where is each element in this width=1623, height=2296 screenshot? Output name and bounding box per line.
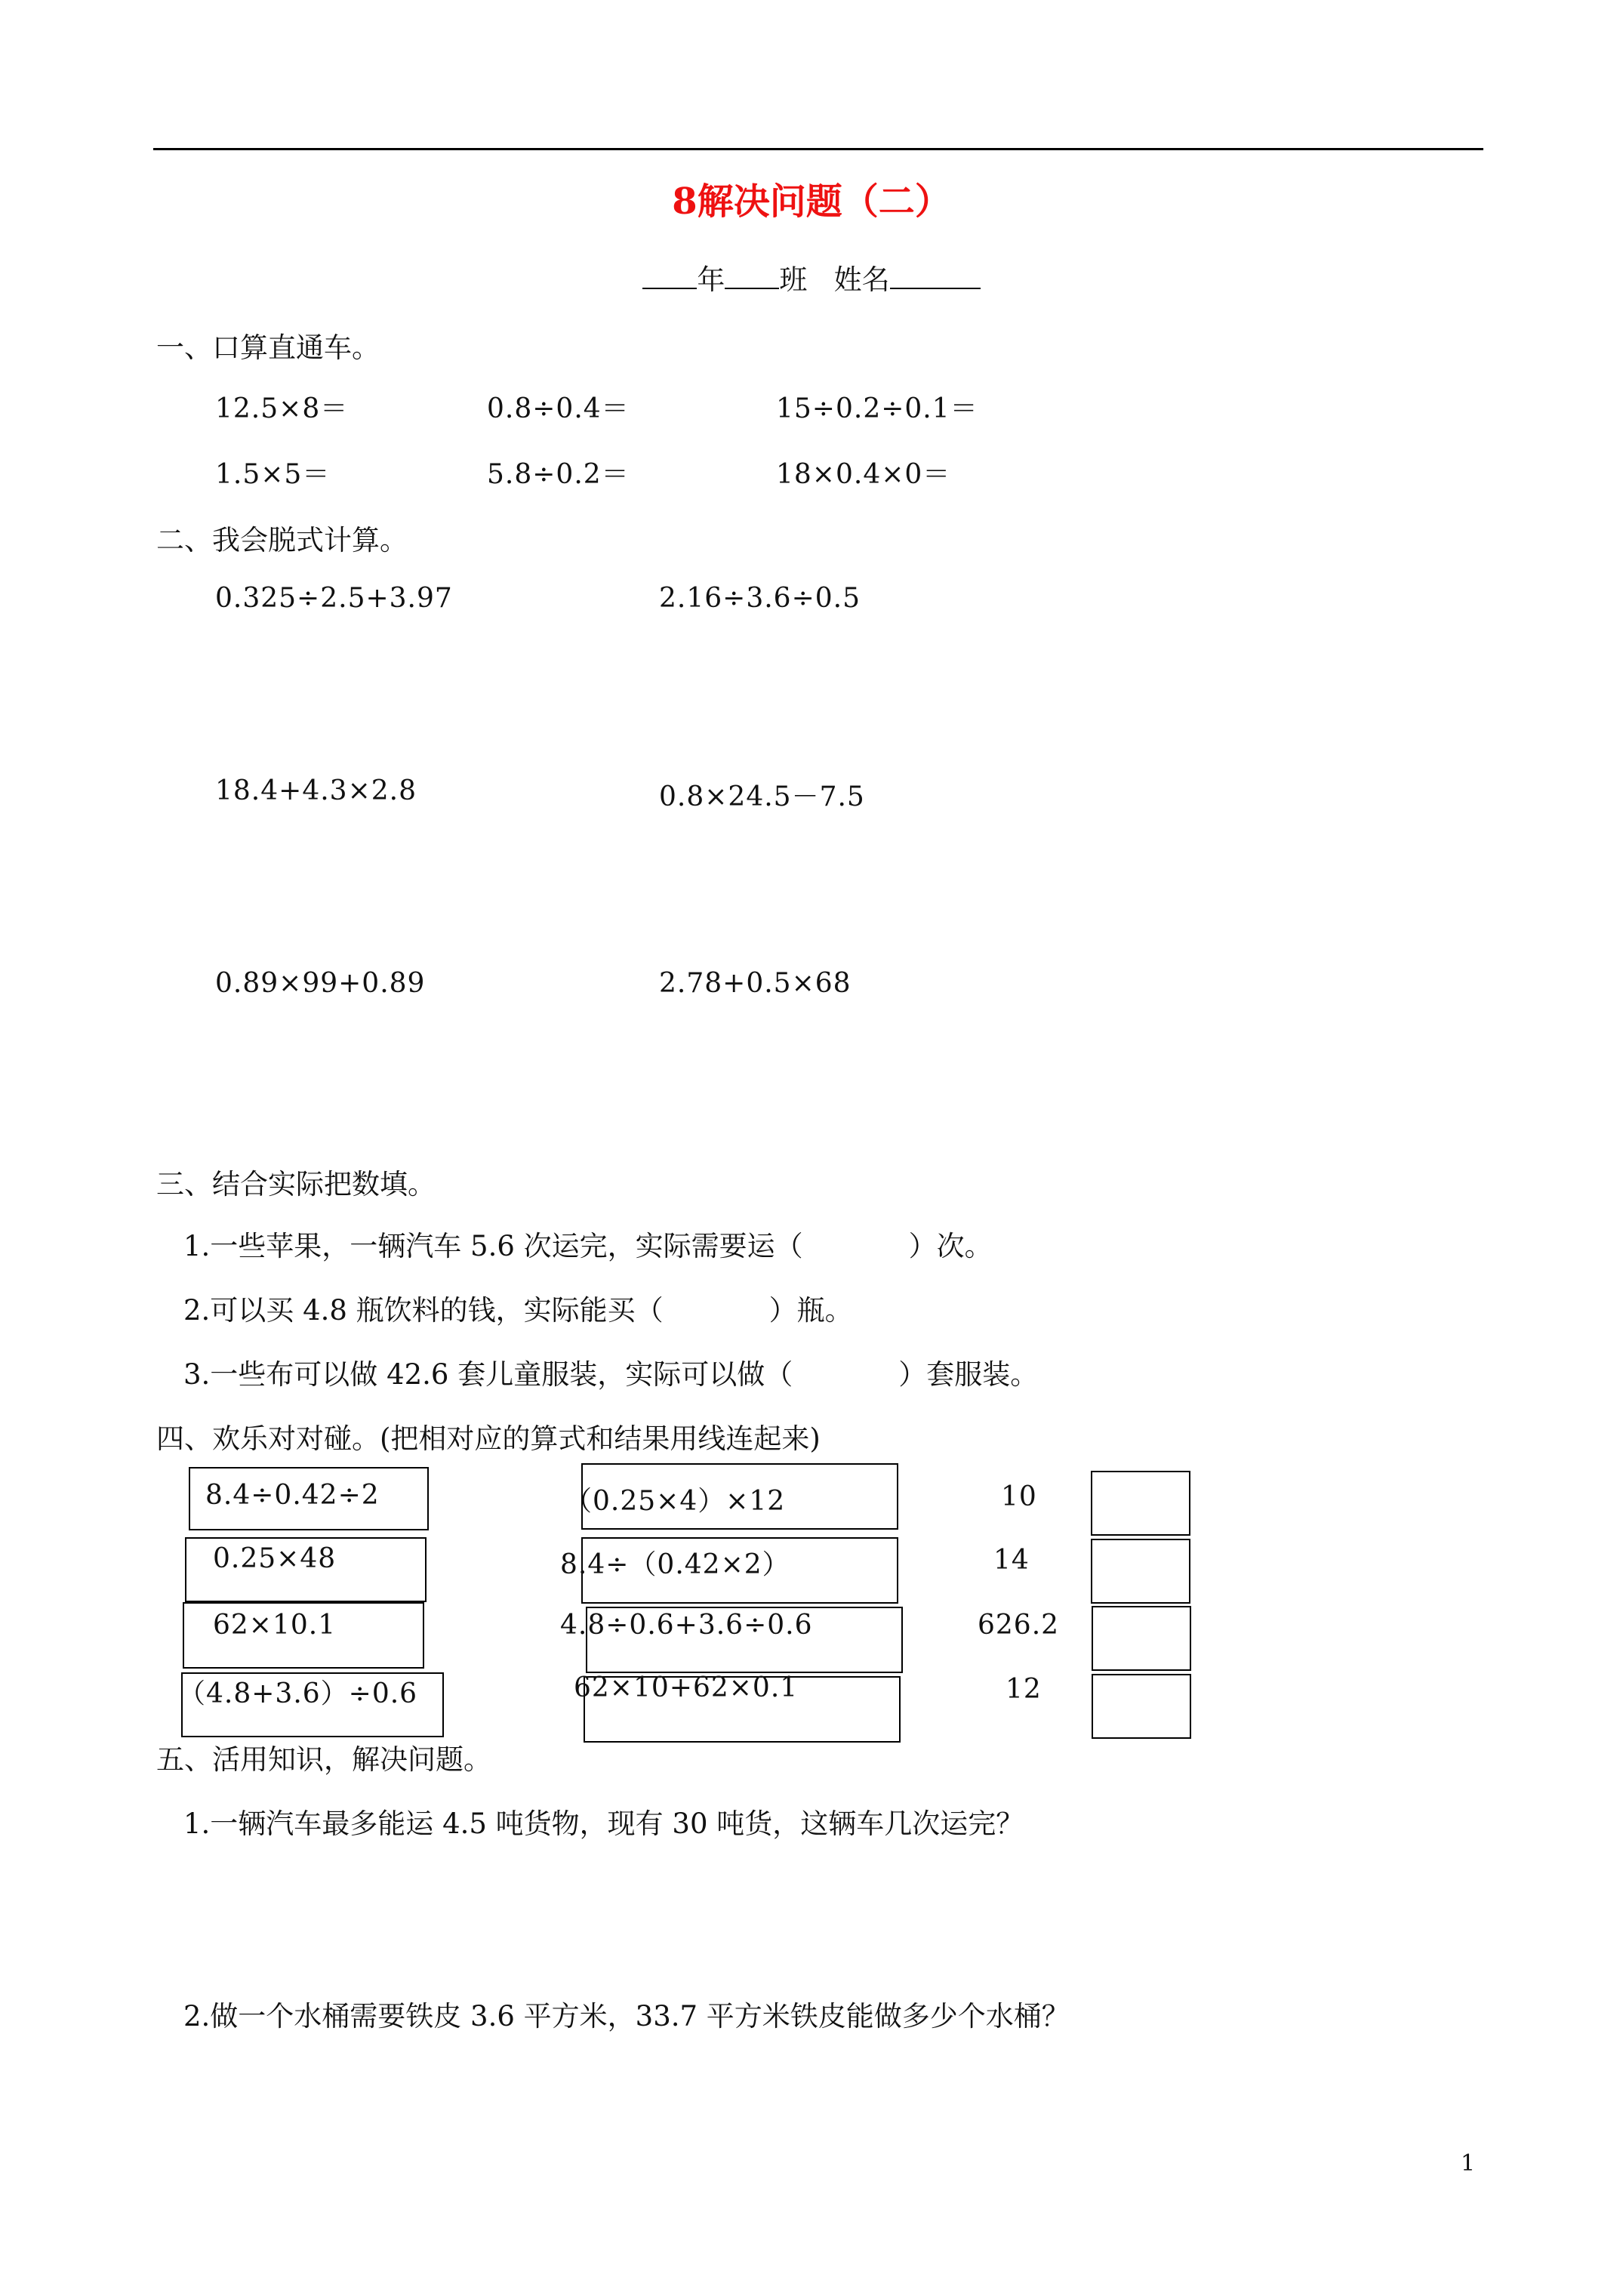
name-blank[interactable]	[890, 265, 981, 289]
mental-calc-item: 5.8÷0.2＝	[487, 459, 630, 490]
left-expression: 0.25×48	[213, 1543, 337, 1574]
step-calc-item: 2.78+0.5×68	[659, 968, 852, 999]
step-calc-item: 0.8×24.5－7.5	[659, 781, 865, 812]
mental-calc-item: 1.5×5＝	[215, 459, 331, 490]
fill-question-1: 1.一些苹果，一辆汽车 5.6 次运完，实际需要运（ ）次。	[183, 1230, 993, 1262]
section-1-heading: 一、口算直通车。	[156, 331, 380, 364]
middle-expression: （0.25×4）×12	[565, 1486, 786, 1517]
middle-expression: 62×10+62×0.1	[574, 1672, 799, 1703]
step-calc-item: 2.16÷3.6÷0.5	[659, 583, 861, 614]
word-problem-1: 1.一辆汽车最多能运 4.5 吨货物，现有 30 吨货，这辆车几次运完？	[183, 1808, 1024, 1840]
result-value: 626.2	[978, 1610, 1060, 1641]
worksheet-title: 8解决问题（二）	[672, 180, 951, 223]
left-expression: 62×10.1	[213, 1610, 337, 1641]
middle-expression: 4.8÷0.6+3.6÷0.6	[560, 1610, 813, 1641]
left-expression: （4.8+3.6）÷0.6	[178, 1678, 418, 1709]
section-5-heading: 五、活用知识，解决问题。	[156, 1743, 491, 1776]
section-3-heading: 三、结合实际把数填。	[156, 1168, 436, 1200]
result-box[interactable]	[1091, 1539, 1190, 1604]
name-label: 姓名	[833, 264, 890, 296]
fill-question-3: 3.一些布可以做 42.6 套儿童服装，实际可以做（ ）套服装。	[183, 1358, 1039, 1391]
step-calc-item: 0.89×99+0.89	[215, 968, 426, 999]
section-4-heading: 四、欢乐对对碰。(把相对应的算式和结果用线连起来)	[156, 1422, 821, 1455]
year-blank[interactable]	[642, 265, 697, 289]
result-value: 12	[1006, 1674, 1042, 1705]
student-info-line	[0, 257, 1623, 297]
fill-question-2: 2.可以买 4.8 瓶饮料的钱，实际能买（ ）瓶。	[183, 1294, 853, 1327]
mental-calc-item: 12.5×8＝	[215, 393, 349, 424]
result-box[interactable]	[1092, 1674, 1191, 1739]
word-problem-2: 2.做一个水桶需要铁皮 3.6 平方米，33.7 平方米铁皮能做多少个水桶？	[183, 2000, 1070, 2032]
page-number: 1	[1461, 2150, 1476, 2177]
step-calc-item: 18.4+4.3×2.8	[215, 775, 417, 806]
step-calc-item: 0.325÷2.5+3.97	[215, 583, 453, 614]
middle-expression: 8.4÷（0.42×2）	[560, 1549, 790, 1580]
mental-calc-item: 0.8÷0.4＝	[487, 393, 630, 424]
result-box[interactable]	[1092, 1606, 1191, 1671]
left-expression: 8.4÷0.42÷2	[205, 1480, 380, 1511]
year-label: 年	[697, 264, 725, 296]
mental-calc-item: 15÷0.2÷0.1＝	[776, 393, 978, 424]
header-rule	[153, 148, 1483, 150]
result-value: 10	[1001, 1481, 1037, 1512]
section-2-heading: 二、我会脱式计算。	[156, 524, 408, 556]
result-box[interactable]	[1091, 1471, 1190, 1536]
result-value: 14	[993, 1545, 1030, 1576]
class-label: 班	[779, 264, 808, 296]
mental-calc-item: 18×0.4×0＝	[776, 459, 951, 490]
class-blank[interactable]	[725, 265, 779, 289]
